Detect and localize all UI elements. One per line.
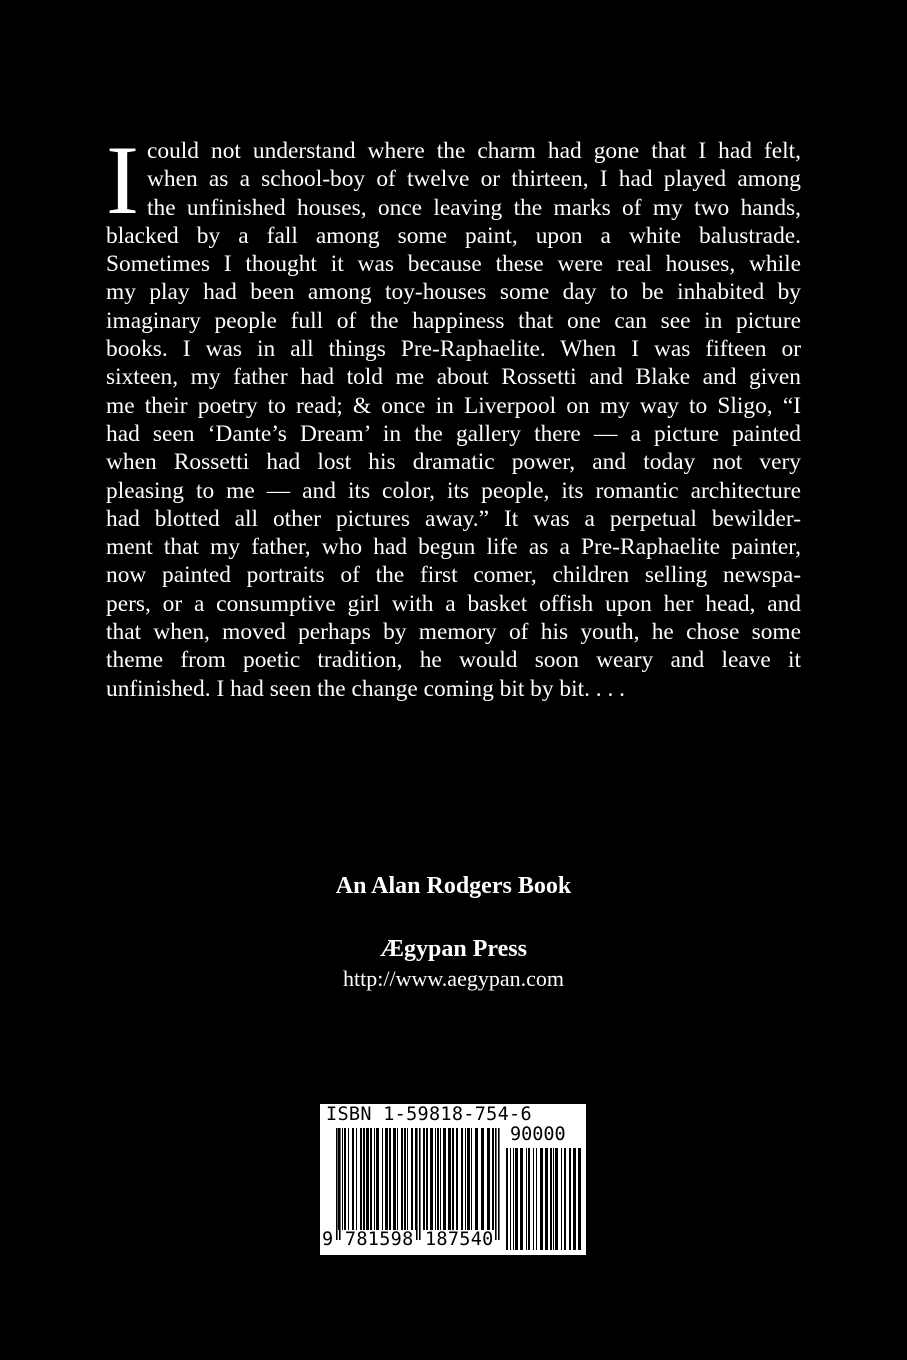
excerpt-line: theme from poetic tradition, he would soon weary and leave it	[106, 647, 801, 674]
drop-cap: I	[106, 126, 139, 235]
excerpt-line: sixteen, my father had told me about Rossetti and Blake and given	[106, 364, 801, 391]
excerpt-line: pleasing to me — and its color, its people, its romantic architecture	[106, 477, 801, 504]
publisher-name: Ægypan Press	[380, 936, 527, 962]
excerpt-line: pers, or a consumptive girl with a basket offish upon her head, and	[106, 590, 801, 617]
series-credit: An Alan Rodgers Book	[335, 873, 572, 899]
excerpt-line: when Rossetti had lost his dramatic power, and today not very	[106, 449, 801, 476]
excerpt-line: the unfinished houses, once leaving the marks of my two hands,	[147, 194, 801, 221]
excerpt-line: had seen ‘Dante’s Dream’ in the gallery there — a picture painted	[106, 420, 801, 447]
excerpt-line: my play had been among toy-houses some day to be inhabited by	[106, 279, 801, 306]
excerpt-line: me their poetry to read; & once in Liverpool on my way to Sligo, “I	[106, 392, 801, 419]
isbn-number: ISBN 1-59818-754-6	[326, 1104, 532, 1125]
excerpt-line: Sometimes I thought it was because these were real houses, while	[106, 251, 801, 278]
isbn-barcode-label	[320, 1104, 586, 1255]
excerpt-text	[106, 126, 801, 703]
publisher-url[interactable]: http://www.aegypan.com	[343, 966, 564, 991]
excerpt-line: unfinished. I had seen the change coming bit by bit. . . .	[106, 675, 626, 702]
ean-number: 9 781598 187540	[322, 1229, 494, 1250]
excerpt-line: that when, moved perhaps by memory of his youth, he chose some	[106, 619, 801, 646]
excerpt-line: could not understand where the charm had gone that I had felt,	[147, 138, 801, 164]
excerpt-line: had blotted all other pictures away.” It was a perpetual bewilder-	[106, 505, 801, 532]
price-code: 90000	[510, 1124, 566, 1145]
excerpt-line: imaginary people full of the happiness that one can see in picture	[106, 307, 801, 334]
excerpt-line: books. I was in all things Pre-Raphaelite. When I was fifteen or	[106, 336, 801, 363]
excerpt-line: when as a school-boy of twelve or thirteen, I had played among	[147, 166, 801, 193]
excerpt-line: now painted portraits of the first comer, children selling newspa-	[106, 562, 801, 589]
excerpt-line: ment that my father, who had begun life as a Pre-Raphaelite painter,	[106, 534, 801, 561]
excerpt-line: blacked by a fall among some paint, upon a white balustrade.	[106, 222, 801, 249]
